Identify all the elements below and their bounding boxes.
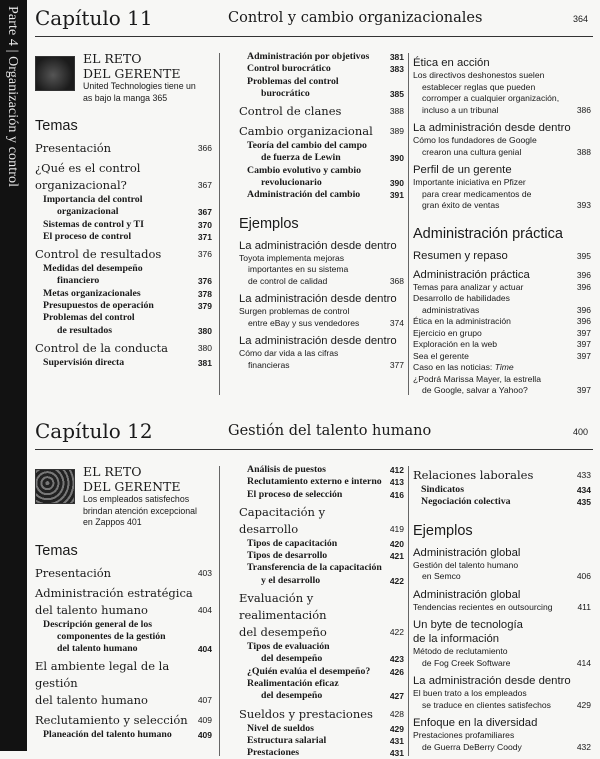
entry-text: Método de reclutamiento de Fog Creek Software	[413, 646, 511, 668]
entry-text: El proceso de control	[43, 230, 132, 242]
toc-column-2	[239, 51, 404, 371]
entry-text: La administración desde dentro	[239, 239, 397, 252]
column-divider	[408, 466, 409, 756]
toc-subtopic[interactable]	[239, 140, 404, 165]
page-number: 397	[576, 327, 591, 338]
toc-example-entry[interactable]	[413, 177, 591, 212]
page-number: 386	[576, 104, 591, 115]
column-divider	[219, 53, 220, 395]
page-number: 403	[197, 567, 212, 578]
toc-subtopic[interactable]	[35, 729, 212, 741]
toc-subtopic[interactable]	[35, 357, 212, 369]
toc-subtopic[interactable]	[239, 562, 404, 587]
toc-topic[interactable]	[35, 140, 212, 157]
entry-text: Prestaciones profamiliares de Guerra DeBerry Coody	[413, 730, 522, 752]
entry-text: ¿Qué es el control organizacional?	[35, 161, 141, 192]
toc-topic[interactable]	[35, 340, 212, 357]
page-number: 368	[389, 275, 404, 286]
toc-section-heading	[35, 116, 212, 136]
toc-subtopic[interactable]	[413, 484, 591, 496]
toc-subtopic[interactable]	[239, 735, 404, 747]
entry-text: Tendencias recientes en outsourcing	[413, 601, 553, 612]
toc-subtopic[interactable]	[239, 723, 404, 735]
entry-text: Tipos de evaluación del desempeño	[247, 641, 330, 665]
page-number: 428	[389, 708, 404, 719]
page-number: 409	[197, 715, 212, 726]
entry-text: Control de la conducta	[35, 340, 168, 355]
entry-text: Administración por objetivos	[247, 51, 370, 62]
page-number: 412	[389, 465, 404, 475]
toc-example-entry[interactable]	[413, 688, 591, 711]
entry-text: Control de resultados	[35, 247, 162, 262]
toc-subtopic[interactable]	[35, 312, 212, 337]
toc-subtopic[interactable]	[239, 464, 404, 476]
entry-text: Supervisión directa	[43, 356, 125, 368]
toc-subtopic[interactable]	[35, 231, 212, 243]
entry-text: Ejemplos	[239, 215, 299, 232]
entry-text: Importante iniciativa en Pfizer para crear medicamentos de gran éxito de ventas	[413, 177, 532, 210]
toc-example-entry[interactable]	[413, 646, 591, 669]
entry-text: Temas para analizar y actuar	[413, 281, 524, 292]
entry-text: Administración práctica	[413, 225, 563, 242]
toc-subtopic[interactable]	[239, 538, 404, 550]
toc-subtopic[interactable]	[239, 666, 404, 678]
chapter-number: Capítulo 11	[35, 6, 153, 30]
entry-text: Un byte de tecnología de la información	[413, 619, 523, 646]
toc-example-entry[interactable]	[413, 135, 591, 158]
toc-subtopic[interactable]	[413, 496, 591, 508]
entry-text: Nivel de sueldos	[247, 722, 314, 734]
page-number: 423	[389, 654, 404, 665]
page-number: 422	[389, 575, 404, 586]
manager-challenge-text	[83, 464, 197, 529]
page-number: 378	[197, 288, 212, 299]
toc-example-entry[interactable]	[413, 328, 591, 340]
toc-topic[interactable]	[413, 467, 591, 484]
entry-text: Capacitación y desarrollo	[239, 504, 326, 536]
chapter-header	[35, 0, 593, 37]
toc-topic[interactable]	[35, 160, 212, 194]
entry-text: Caso en las noticias: Time	[413, 362, 514, 372]
page-number: 377	[389, 359, 404, 370]
manager-challenge-text	[83, 51, 196, 104]
page-number: 407	[197, 695, 212, 706]
toc-example-category[interactable]	[413, 588, 591, 602]
entry-text: Administración global	[413, 546, 521, 559]
entry-text: Estructura salarial	[247, 734, 327, 746]
toc-example-category[interactable]	[413, 163, 591, 177]
toc-example-entry[interactable]	[239, 348, 404, 371]
page-number: 381	[389, 52, 404, 62]
page-number: 389	[389, 126, 404, 137]
toc-subtopic[interactable]	[239, 747, 404, 759]
chapter-photo-image	[35, 469, 75, 504]
page-number: 371	[197, 231, 212, 242]
toc-example-category[interactable]	[239, 292, 404, 306]
manager-challenge-title: EL RETO DEL GERENTE	[83, 464, 181, 494]
toc-subtopic[interactable]	[35, 288, 212, 300]
entry-text: Presentación	[35, 565, 112, 580]
toc-section-heading	[239, 214, 404, 234]
toc-subtopic[interactable]	[239, 476, 404, 488]
entry-text: Transferencia de la capacitación y el desarrollo	[247, 562, 382, 586]
entry-text: Temas	[35, 542, 78, 559]
page-number: 366	[197, 143, 212, 153]
page-number: 396	[576, 281, 591, 292]
entry-text: Problemas del control de resultados	[43, 312, 135, 336]
page-number: 419	[389, 523, 404, 534]
toc-example-category[interactable]	[413, 546, 591, 560]
entry-text: Tipos de capacitación	[247, 537, 338, 549]
chapter-header	[35, 413, 593, 450]
page-number: 397	[576, 339, 591, 349]
entry-text: Toyota implementa mejoras importantes en su sistema de control de calidad	[239, 252, 349, 286]
entry-text: Los directivos deshonestos suelen establecer reglas que pueden corromper a cualquier organización, incluso a un tribunal	[413, 70, 560, 115]
page-number: 390	[389, 178, 404, 189]
entry-text: Enfoque en la diversidad	[413, 717, 538, 730]
page-number: 388	[389, 106, 404, 117]
page-number: 367	[197, 207, 212, 218]
page-number: 390	[389, 153, 404, 164]
toc-topic[interactable]	[35, 246, 212, 263]
column-divider	[219, 466, 220, 756]
toc-column-2	[239, 464, 404, 759]
toc-subtopic[interactable]	[239, 641, 404, 666]
page-number: 421	[389, 551, 404, 562]
entry-text: Desarrollo de habilidades administrativas	[413, 293, 510, 315]
toc-subtopic[interactable]	[239, 165, 404, 190]
entry-text: Realimentación eficaz del desempeño	[247, 677, 339, 702]
page-number: 396	[576, 316, 591, 326]
entry-text: Metas organizacionales	[43, 287, 141, 299]
toc-topic[interactable]	[35, 658, 212, 709]
entry-text: ¿Podrá Marissa Mayer, la estrella de Google, salvar a Yahoo?	[413, 373, 541, 395]
entry-text: Administración práctica	[413, 268, 530, 281]
page-number: 413	[389, 477, 404, 488]
page-number: 420	[389, 538, 404, 549]
page-number: 397	[576, 350, 591, 361]
entry-text: El buen trato a los empleados se traduce en clientes satisfechos	[413, 688, 551, 710]
entry-text: Cómo los fundadores de Google crearon una cultura genial	[413, 135, 537, 157]
entry-text: Gestión del talento humano en Semco	[413, 559, 519, 582]
page-number: 422	[389, 627, 404, 638]
toc-subtopic[interactable]	[35, 300, 212, 312]
toc-example-category[interactable]	[239, 239, 404, 253]
toc-example-category[interactable]	[413, 268, 591, 282]
entry-text: Sea el gerente	[413, 350, 469, 361]
toc-example-category[interactable]	[413, 56, 591, 70]
page-number: 376	[197, 249, 212, 260]
page-number: 432	[576, 741, 591, 752]
entry-text: Reclutamiento y selección	[35, 713, 188, 728]
toc-example-category[interactable]	[413, 249, 591, 263]
entry-text: Análisis de puestos	[247, 464, 326, 475]
page-number: 367	[197, 180, 212, 190]
page-number: 427	[389, 691, 404, 702]
toc-subtopic[interactable]	[239, 489, 404, 501]
toc-topic[interactable]	[239, 123, 404, 140]
manager-challenge-title: EL RETO DEL GERENTE	[83, 51, 181, 81]
page-number: 388	[576, 146, 591, 157]
entry-text: Medidas del desempeño financiero	[43, 263, 143, 287]
toc-topic[interactable]	[35, 712, 212, 729]
page-number: 409	[197, 730, 212, 741]
toc-column-3	[413, 51, 591, 397]
toc-example-entry[interactable]	[413, 374, 591, 397]
toc-subtopic[interactable]	[35, 263, 212, 288]
entry-text: La administración desde dentro	[413, 122, 571, 134]
entry-text: La administración desde dentro	[239, 293, 397, 306]
entry-text: Problemas del control burocrático	[247, 75, 339, 99]
entry-text: Ética en la administración	[413, 316, 511, 326]
page-number: 411	[577, 601, 591, 612]
manager-challenge[interactable]	[35, 464, 212, 529]
page-number: 431	[389, 735, 404, 746]
page-number: 395	[576, 250, 591, 261]
entry-text: Relaciones laborales	[413, 468, 534, 482]
page-number: 397	[576, 385, 591, 395]
manager-challenge-desc: Los empleados satisfechos brindan atención excepcional en Zappos 401	[83, 494, 197, 527]
magazine-title: Time	[494, 362, 514, 372]
toc-section-heading	[35, 541, 212, 561]
entry-text: ¿Quién evalúa el desempeño?	[247, 665, 371, 677]
chapter-page: 364	[572, 14, 588, 24]
toc-example-entry[interactable]	[413, 362, 591, 374]
chapter-11-section	[35, 0, 593, 395]
page-number: 396	[576, 269, 591, 280]
chapter-title: Gestión del talento humano	[228, 423, 432, 439]
page-number: 374	[389, 317, 404, 328]
entry-text: Tipos de desarrollo	[247, 550, 328, 562]
entry-text: Administración estratégica del talento humano	[35, 585, 193, 617]
page-number: 376	[197, 276, 212, 287]
entry-text: Perfil de un gerente	[413, 164, 512, 176]
chapter-photo-image	[35, 56, 75, 91]
entry-text: Reclutamiento externo e interno	[247, 476, 382, 488]
entry-text: Ética en acción	[413, 57, 490, 69]
entry-text: Cómo dar vida a las cifras financieras	[239, 348, 339, 370]
toc-example-entry[interactable]	[413, 339, 591, 351]
page-number: 370	[197, 219, 212, 230]
entry-text: El proceso de selección	[247, 488, 343, 500]
page-number: 383	[389, 64, 404, 75]
toc-topic[interactable]	[239, 590, 404, 641]
toc-example-entry[interactable]	[413, 351, 591, 363]
page-number: 431	[389, 748, 404, 759]
toc-topic[interactable]	[35, 585, 212, 619]
toc-subtopic[interactable]	[239, 189, 404, 201]
page-number: 396	[576, 304, 591, 315]
entry-text: Resumen y repaso	[413, 249, 508, 262]
entry-text: Cambio evolutivo y cambio revolucionario	[247, 164, 362, 189]
toc-subtopic[interactable]	[239, 63, 404, 75]
chapter-page: 400	[572, 427, 588, 437]
toc-subtopic[interactable]	[35, 194, 212, 219]
page-number: 429	[576, 699, 591, 710]
chapter-12-section	[35, 413, 593, 759]
toc-example-entry[interactable]	[413, 602, 591, 614]
toc-column-1	[35, 464, 212, 742]
page-number: 404	[197, 604, 212, 615]
page-number: 391	[389, 190, 404, 201]
page-number: 406	[576, 571, 591, 582]
page-number: 435	[576, 497, 591, 508]
column-divider	[408, 53, 409, 395]
page-number: 433	[576, 470, 591, 480]
entry-text: Sistemas de control y TI	[43, 218, 144, 230]
toc-subtopic[interactable]	[35, 619, 212, 656]
entry-text: Ejercicio en grupo	[413, 327, 482, 338]
toc-example-entry[interactable]	[413, 293, 591, 316]
entry-text: El ambiente legal de la gestión del talento humano	[35, 659, 170, 708]
manager-challenge-desc: United Technologies tiene un as bajo la manga 365	[83, 81, 196, 103]
page-number: 434	[576, 485, 591, 495]
toc-example-entry[interactable]	[413, 560, 591, 583]
page-number: 381	[197, 357, 212, 368]
chapter-number: Capítulo 12	[35, 419, 153, 443]
entry-text: Presupuestos de operación	[43, 300, 154, 312]
part-label: Parte 4 | Organización y control	[5, 6, 20, 188]
toc-example-category[interactable]	[413, 121, 591, 135]
toc-example-category[interactable]	[413, 716, 591, 730]
toc-topic[interactable]	[239, 706, 404, 723]
entry-text: La administración desde dentro	[413, 675, 571, 688]
toc-example-entry[interactable]	[413, 316, 591, 328]
page-number: 385	[389, 88, 404, 99]
toc-example-category[interactable]	[413, 618, 591, 646]
toc-example-category[interactable]	[413, 674, 591, 688]
entry-text: La administración desde dentro	[239, 335, 397, 348]
entry-text: Sueldos y prestaciones	[239, 706, 373, 721]
page-number: 414	[576, 657, 591, 668]
toc-example-entry[interactable]	[413, 730, 591, 753]
toc-subtopic[interactable]	[35, 219, 212, 231]
entry-text: Administración global	[413, 588, 521, 601]
entry-text: Negociación colectiva	[421, 496, 511, 508]
toc-column-1	[35, 51, 212, 369]
toc-subtopic[interactable]	[239, 51, 404, 63]
entry-text: Control burocrático	[247, 63, 331, 75]
page-number: 426	[389, 666, 404, 677]
page-number: 380	[197, 342, 212, 353]
page-number: 393	[576, 200, 591, 210]
part-side-tab	[0, 0, 27, 751]
entry-text: Sindicatos	[421, 484, 465, 495]
entry-text: Evaluación y realimentación del desempeño	[239, 591, 327, 640]
page-number: 404	[197, 644, 212, 655]
entry-text: Descripción general de los componentes de la gestión del talento humano	[43, 618, 166, 655]
toc-section-heading	[413, 224, 591, 244]
toc-topic[interactable]	[35, 565, 212, 582]
toc-example-entry[interactable]	[239, 306, 404, 329]
entry-text: Cambio organizacional	[239, 124, 373, 139]
toc-topic[interactable]	[239, 504, 404, 538]
toc-subtopic[interactable]	[239, 76, 404, 101]
page-number: 379	[197, 301, 212, 312]
chapter-title: Control y cambio organizacionales	[228, 10, 483, 26]
toc-example-entry[interactable]	[239, 253, 404, 288]
entry-text: Teoría del cambio del campo de fuerza de Lewin	[247, 140, 367, 164]
entry-text: Planeación del talento humano	[43, 729, 172, 741]
entry-text: Temas	[35, 118, 78, 134]
toc-column-3	[413, 464, 591, 753]
entry-text: Importancia del control organizacional	[43, 194, 143, 218]
toc-topic[interactable]	[239, 103, 404, 120]
toc-example-entry[interactable]	[413, 70, 591, 116]
toc-subtopic[interactable]	[239, 550, 404, 562]
toc-section-heading	[413, 521, 591, 541]
page-number: 380	[197, 325, 212, 336]
entry-text: Exploración en la web	[413, 339, 498, 349]
toc-example-category[interactable]	[239, 334, 404, 348]
entry-text: Control de clanes	[239, 104, 342, 119]
manager-challenge[interactable]	[35, 51, 212, 104]
entry-text: Prestaciones	[247, 747, 300, 759]
entry-text: Administración del cambio	[247, 189, 361, 201]
toc-subtopic[interactable]	[239, 678, 404, 703]
toc-example-entry[interactable]	[413, 282, 591, 294]
entry-text: Ejemplos	[413, 522, 473, 539]
page-number: 429	[389, 723, 404, 734]
page-number: 416	[389, 489, 404, 500]
entry-text: Presentación	[35, 141, 112, 155]
entry-text: Surgen problemas de control entre eBay y sus vendedores	[239, 306, 360, 328]
